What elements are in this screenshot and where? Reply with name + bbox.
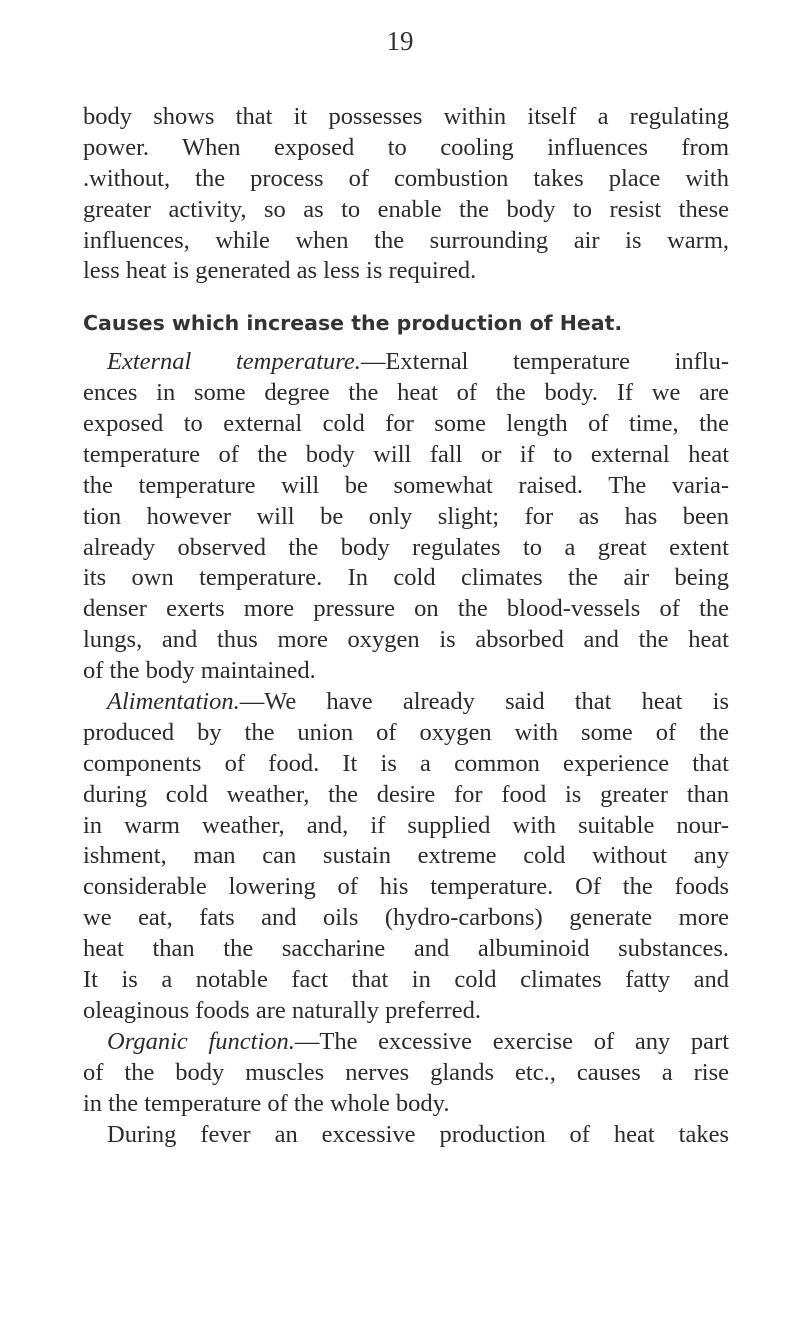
text-line: ishment, man can sustain extreme cold without any — [83, 842, 729, 870]
section-heading: Causes which increase the production of Heat. — [83, 311, 623, 336]
paragraph-regulation — [83, 102, 729, 287]
paragraph-alimentation — [83, 687, 729, 1027]
paragraph-first-line — [83, 347, 729, 378]
text-line: influences, while when the surrounding air is warm, — [83, 226, 729, 254]
paragraph-lead: Organic function. — [107, 1027, 295, 1055]
text-line: during cold weather, the desire for food is greater than — [83, 780, 729, 808]
text-line: considerable lowering of his temperature. Of the foods — [83, 873, 729, 901]
text-line: .without, the process of combustion takes place with — [83, 164, 729, 192]
text-line: its own temperature. In cold climates the air being — [83, 564, 729, 592]
text-line: we eat, fats and oils (hydro-carbons) generate more — [83, 904, 729, 932]
text-line: ences in some degree the heat of the body. If we are — [83, 379, 729, 407]
text-line: tion however will be only slight; for as has been — [83, 502, 729, 530]
paragraph-lead: External temperature. — [107, 348, 361, 376]
paragraph-first-line: During fever an excessive production of heat takes — [107, 1120, 729, 1148]
text-line: lungs, and thus more oxygen is absorbed and the heat — [83, 626, 729, 654]
paragraph-organic-function — [83, 1027, 729, 1120]
paragraph-fever — [83, 1120, 729, 1151]
page-number: 19 — [386, 26, 414, 56]
text-line: already observed the body regulates to a great extent — [83, 533, 729, 561]
text-line: greater activity, so as to enable the body to resist these — [83, 195, 729, 223]
text-line: heat than the saccharine and albuminoid substances. — [83, 935, 729, 963]
paragraph-lead: Alimentation. — [107, 688, 240, 716]
paragraph-external-temperature — [83, 347, 729, 687]
page-body — [83, 102, 729, 1150]
text-line: It is a notable fact that in cold climates fatty and — [83, 966, 729, 994]
text-line: of the body muscles nerves glands etc., causes a rise — [83, 1058, 729, 1086]
text-line: denser exerts more pressure on the blood-vessels of the — [83, 595, 729, 623]
text-line: power. When exposed to cooling influences from — [83, 133, 729, 161]
text-run: —We have already said that heat is — [239, 688, 729, 716]
text-line: in warm weather, and, if supplied with suitable nour- — [83, 811, 729, 839]
text-line: exposed to external cold for some length of time, the — [83, 410, 729, 438]
text-line: oleaginous foods are naturally preferred. — [83, 996, 481, 1024]
text-line: temperature of the body will fall or if to external heat — [83, 440, 729, 468]
text-line: produced by the union of oxygen with some of the — [83, 718, 729, 746]
text-run: —The excessive exercise of any part — [294, 1027, 730, 1055]
text-line: of the body maintained. — [83, 657, 316, 685]
text-line: components of food. It is a common experience that — [83, 749, 729, 777]
text-run: —External temperature influ- — [360, 348, 730, 376]
text-line: body shows that it possesses within itself a regulating — [83, 103, 729, 130]
paragraph-first-line — [83, 1027, 729, 1058]
text-line: the temperature will be somewhat raised. The varia- — [83, 471, 729, 499]
paragraph-first-line — [83, 687, 729, 718]
text-line: less heat is generated as less is required. — [83, 257, 477, 285]
text-line: in the temperature of the whole body. — [83, 1089, 450, 1117]
